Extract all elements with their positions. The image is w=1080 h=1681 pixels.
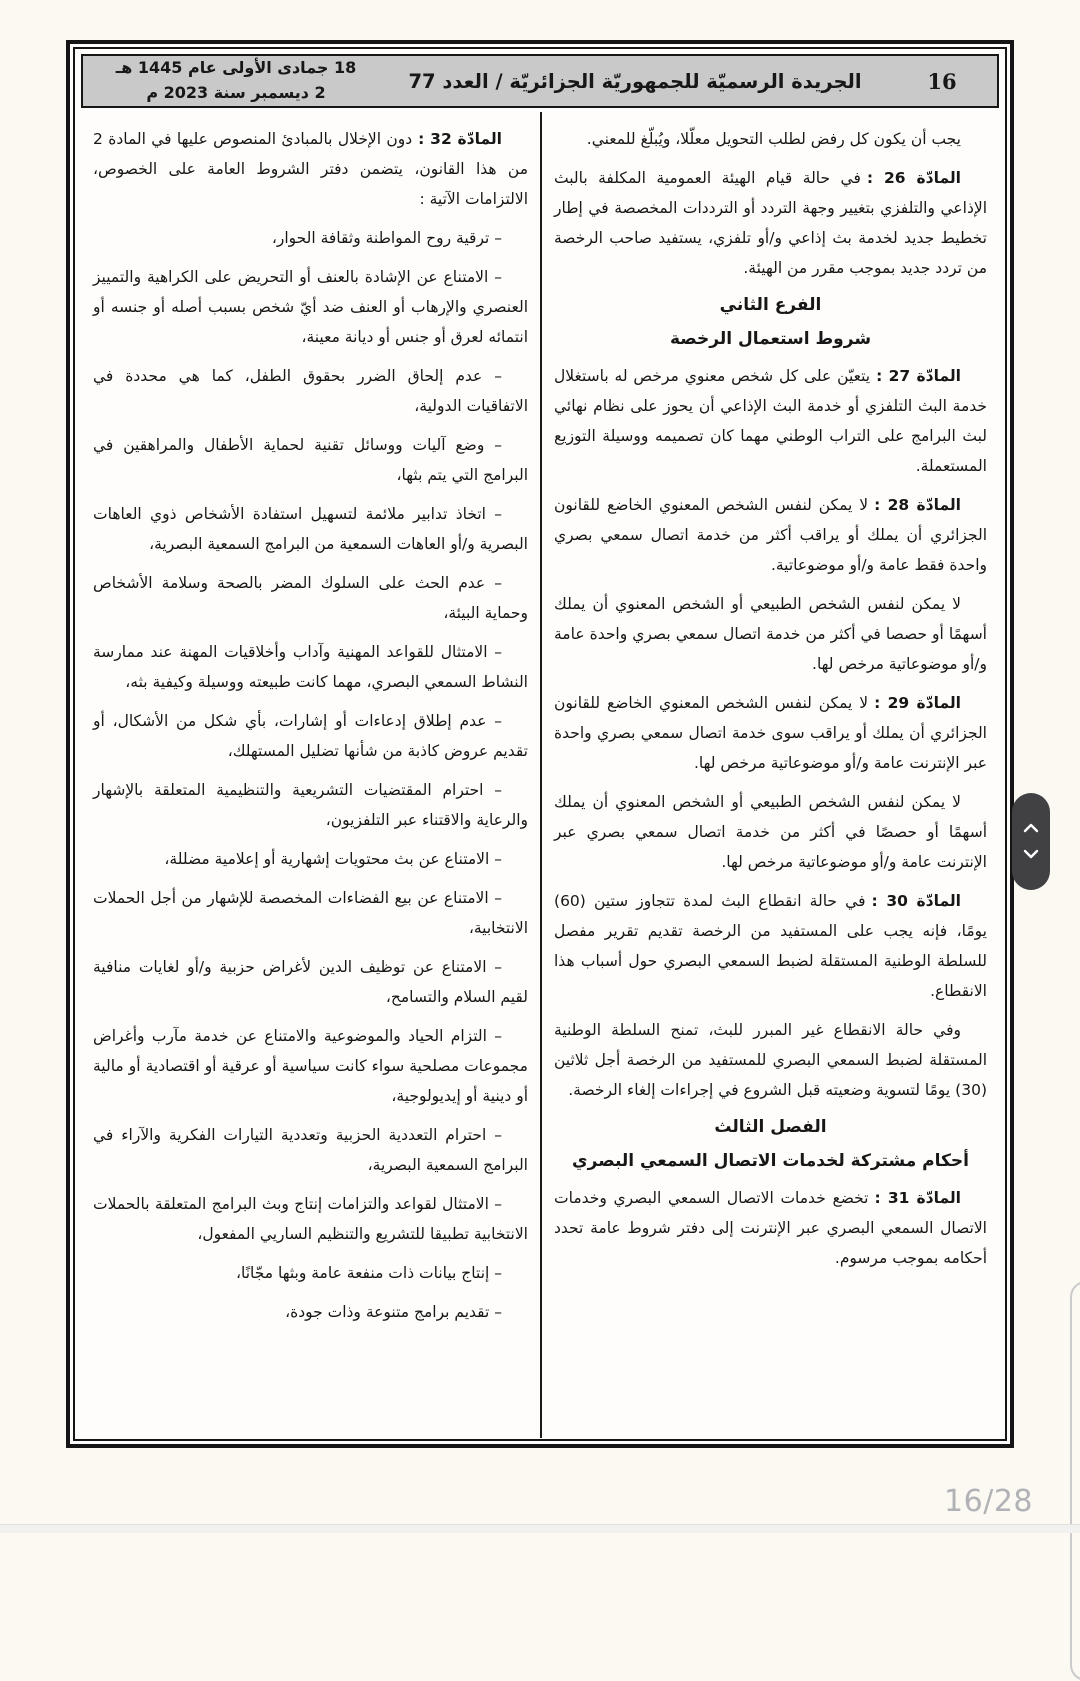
gazette-title: الجريدة الرسميّة للجمهوريّة الجزائريّة / العدد 77 (408, 69, 862, 93)
paragraph: لا يمكن لنفس الشخص الطبيعي أو الشخص المعنوي أن يملك أسهمًا أو حصصا في أكثر من خدمة اتصال سمعي بصري واحدة عامة و/أو موضوعاتية مرخص لها. (554, 595, 987, 673)
article-label: المادّة 31 : (874, 1189, 961, 1207)
section-heading: الفرع الثاني (719, 295, 822, 315)
article-label: المادّة 26 : (866, 169, 961, 187)
article-27 (554, 361, 987, 481)
paragraph: يجب أن يكون كل رفض لطلب التحويل معلّلا، ويُبلّغ للمعني. (586, 130, 961, 148)
gazette-page-inner (73, 47, 1007, 1441)
column-left (81, 112, 540, 1438)
article-text: لا يمكن لنفس الشخص المعنوي الخاضع للقانون الجزائري أن يملك أو يراقب أكثر من خدمة اتصال سمعي بصري واحدة فقط عامة و/أو موضوعاتية. (554, 496, 987, 574)
list-item: – احترام التعددية الحزبية وتعددية التيارات الفكرية والآراء في البرامج السمعية البصرية، (93, 1126, 528, 1174)
scroll-up-button[interactable] (1020, 822, 1042, 836)
article-label: المادّة 28 : (874, 496, 961, 514)
list-item: – احترام المقتضيات التشريعية والتنظيمية المتعلقة بالإشهار والرعاية والاقتناء عبر التلفزيون، (93, 781, 528, 829)
list-item: – إنتاج بيانات ذات منفعة عامة وبثها مجّانًا، (235, 1264, 502, 1282)
list-item: – الامتثال لقواعد والتزامات إنتاج وبث البرامج المتعلقة بالحملات الانتخابية تطبيقا للتشريع والتنظيم الساريي المفعول، (93, 1195, 528, 1243)
article-26 (554, 163, 987, 283)
gazette-header (81, 54, 999, 108)
article-text: يتعيّن على كل شخص معنوي مرخص له باستغلال خدمة البث التلفزي أو خدمة البث الإذاعي أن يحوز على نظام نهائي لبث البرامج على التراب الوطني مهما كان تصميمه ووسيلة التوزيع المستعملة. (554, 367, 987, 475)
article-31 (554, 1183, 987, 1273)
chapter-subheading: أحكام مشتركة لخدمات الاتصال السمعي البصري (572, 1151, 969, 1171)
article-30 (554, 886, 987, 1006)
list-item: – عدم إطلاق إدعاءات أو إشارات، بأي شكل من الأشكال، أو تقديم عروض كاذبة من شأنها تضليل المستهلك، (93, 712, 528, 760)
section-subheading: شروط استعمال الرخصة (669, 329, 872, 349)
list-item: – اتخاذ تدابير ملائمة لتسهيل استفادة الأشخاص ذوي العاهات البصرية و/أو العاهات السمعية من البرامج السمعية البصرية، (93, 505, 528, 553)
article-text: في حالة قيام الهيئة العمومية المكلفة بالبث الإذاعي والتلفزي بتغيير وجهة التردد أو الترددات المخصصة في إطار تخطيط جديد لخدمة بث إذاعي و/أو تلفزي، يستفيد صاحب الرخصة من تردد جديد بموجب مقرر من الهيئة. (554, 169, 987, 277)
list-item: – تقديم برامج متنوعة وذات جودة، (285, 1303, 502, 1321)
article-text: تخضع خدمات الاتصال السمعي البصري وخدمات الاتصال السمعي البصري عبر الإنترنت إلى دفتر شروط عامة تحدد أحكامه بموجب مرسوم. (554, 1189, 987, 1267)
article-text: دون الإخلال بالمبادئ المنصوص عليها في المادة 2 من هذا القانون، يتضمن دفتر الشروط العامة على الخصوص، الالتزامات الآتية : (93, 130, 528, 208)
list-item: – عدم الحث على السلوك المضر بالصحة وسلامة الأشخاص وحماية البيئة، (93, 574, 528, 622)
article-text: في حالة انقطاع البث لمدة تتجاوز ستين (60) يومًا، فإنه يجب على المستفيد من الرخصة تقديم تقرير مفصل للسلطة الوطنية المستقلة لضبط السمعي البصري حول أسباب هذا الانقطاع. (554, 892, 987, 1000)
chevron-down-icon (1023, 847, 1039, 862)
gazette-page (66, 40, 1014, 1448)
paragraph: لا يمكن لنفس الشخص الطبيعي أو الشخص المعنوي أن يملك أسهمًا أو حصصًا في أكثر من خدمة اتصال سمعي بصري عبر الإنترنت عامة و/أو موضوعاتية مرخص لها. (554, 793, 987, 871)
scroll-down-button[interactable] (1020, 848, 1042, 862)
bottom-bar (0, 1524, 1080, 1533)
header-page-number: 16 (927, 68, 957, 94)
article-32 (93, 124, 528, 214)
article-29 (554, 688, 987, 778)
list-item: – الامتناع عن الإشادة بالعنف أو التحريض على الكراهية والتمييز العنصري والإرهاب أو العنف ضد أيّ شخص بسبب أصله أو جنسه أو انتمائه لعرق أو جنس أو ديانة معينة، (93, 268, 528, 346)
paragraph: وفي حالة الانقطاع غير المبرر للبث، تمنح السلطة الوطنية المستقلة لضبط السمعي البصري للمستفيد من الرخصة أجل ثلاثين (30) يومًا لتسوية وضعيته قبل الشروع في إجراءات إلغاء الرخصة. (554, 1021, 987, 1099)
article-label: المادّة 29 : (874, 694, 961, 712)
article-label: المادّة 30 : (871, 892, 961, 910)
page-columns (81, 112, 999, 1438)
scroll-widget (1012, 793, 1050, 890)
list-item: – الامتناع عن توظيف الدين لأغراض حزبية و/أو لغايات منافية لقيم السلام والتسامح، (93, 958, 528, 1006)
header-date-gregorian: 2 ديسمبر سنة 2023 م (146, 83, 326, 102)
article-28 (554, 490, 987, 580)
header-date-hijri: 18 جمادى الأولى عام 1445 هـ (115, 58, 357, 78)
list-item: – الامتناع عن بث محتويات إشهارية أو إعلامية مضللة، (164, 850, 502, 868)
header-dates (83, 56, 383, 106)
article-label: المادّة 32 : (418, 130, 502, 148)
list-item: – التزام الحياد والموضوعية والامتناع عن خدمة مآرب وأغراض مجموعات مصلحية سواء كانت سياسية أو عرقية أو اقتصادية أو مالية أو دينية أو إيديولوجية، (93, 1027, 528, 1105)
side-panel-corner (1070, 1281, 1080, 1681)
column-right (540, 112, 999, 1438)
list-item: – الامتناع عن بيع الفضاءات المخصصة للإشهار من أجل الحملات الانتخابية، (93, 889, 528, 937)
list-item: – ترقية روح المواطنة وثقافة الحوار، (271, 229, 502, 247)
chevron-up-icon (1023, 821, 1039, 836)
article-text: لا يمكن لنفس الشخص المعنوي الخاضع للقانون الجزائري أن يملك أو يراقب سوى خدمة اتصال سمعي بصري واحدة عبر الإنترنت عامة و/أو موضوعاتية مرخص لها. (554, 694, 987, 772)
list-item: – عدم إلحاق الضرر بحقوق الطفل، كما هي محددة في الاتفاقيات الدولية، (93, 367, 528, 415)
list-item: – وضع آليات ووسائل تقنية لحماية الأطفال والمراهقين في البرامج التي يتم بثها، (93, 436, 528, 484)
list-item: – الامتثال للقواعد المهنية وآداب وأخلاقيات المهنة عند ممارسة النشاط السمعي البصري، مهما كانت طبيعته ووسيلة وكيفية بثه، (93, 643, 528, 691)
chapter-heading: الفصل الثالث (714, 1117, 827, 1137)
article-label: المادّة 27 : (876, 367, 961, 385)
page-indicator: 16/28 (944, 1484, 1033, 1519)
